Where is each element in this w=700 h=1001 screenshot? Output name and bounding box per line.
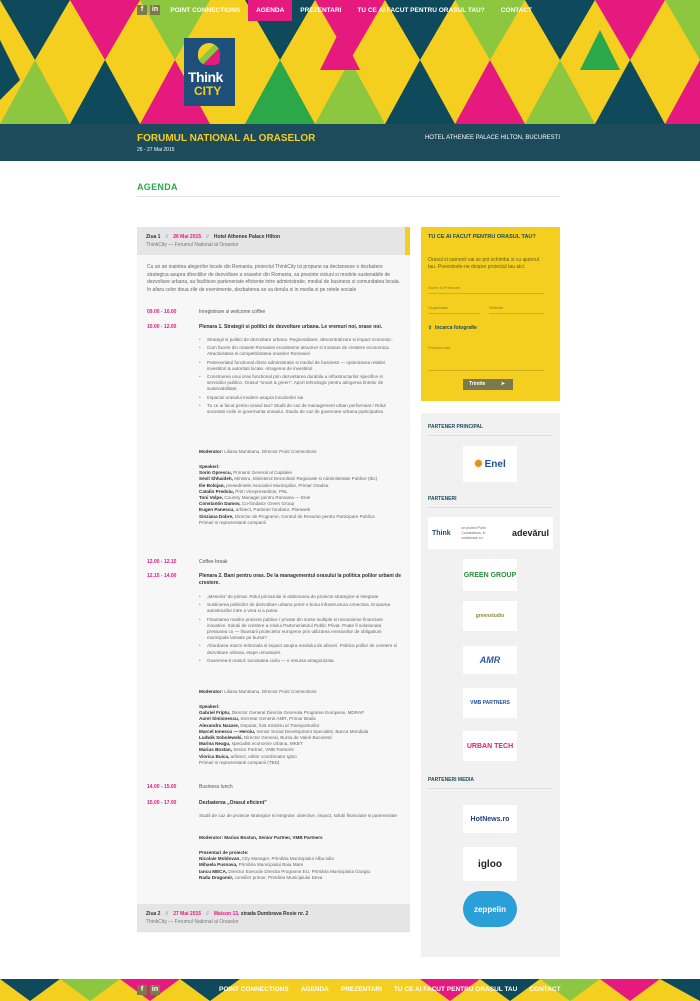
project-form [421,227,560,401]
list-item: • Abordarea macro teritoriala si impact asupra mediului de afaceri. Politica polilor de crestere si dezvoltare urbana, etape urmatoare. [199,643,399,655]
speaker-name: Constantin Damov, [199,501,241,507]
agenda-title: Inregistrare si welcome coffee [199,309,266,315]
upload-photo-button[interactable] [428,325,477,331]
moderator-label: Moderator: [199,449,223,454]
thinkcity-adevarul-logo[interactable] [428,517,553,549]
speaker-name: Catalin Predoiu, [199,488,234,494]
list-item: • Cum facem din orasele Romaniei ecosisteme atractive si motoare de crestere economica. Atractivitatea si competitivitatea oraselor Romaniei [199,345,399,357]
speaker-name: Viorica Buica, [199,753,230,759]
speaker-role: Senior Partner, VMB Partners [233,747,294,753]
list-item: • Guvernea-ti orasul: societatea civila — o resursa antagonizata [199,658,399,664]
speaker-role: Senior Social Development Specialist, Banca Mondiala [256,728,369,734]
speakers-label: Speakeri: [199,704,220,709]
speaker-name: Marina Neagu, [199,741,231,747]
vmb-partners-logo[interactable]: VMB PARTNERS [463,688,517,718]
speaker-name: Sinziana Dobre, [199,513,234,519]
facebook-icon[interactable]: f [137,5,147,15]
day-label: Ziua 1 [146,234,161,240]
day-venue: Hotel Athenee Palace Hilton [213,234,281,240]
dezbatere-desc: Studii de caz de proiecte strategice si integrate: obiective, impact, solutii financiare si parteneriate [199,813,397,818]
moderator-name: Liliana Munteanu, Director Point Connections [224,689,317,694]
separator: // [165,911,169,917]
separator: // [165,234,169,240]
agenda-time: 15.00 - 17.00 [147,800,177,806]
submit-button[interactable] [463,379,513,390]
moderator-label: Moderator: [199,689,223,694]
speaker-role: arhitect, Partener fondator, Planwerk [235,507,311,513]
day-date: 27 Mai 2015 [173,911,202,917]
thinkcity-logo[interactable] [184,38,235,106]
head-icon [198,43,220,65]
speaker-name: Mihaela Pusnava, [199,862,238,868]
form-text: Orasul si oamenii sai se pot schimba si cu ajutorul tau. Povesteste-ne despre proiectul tau aici. [428,257,539,270]
enel-logo[interactable] [463,446,517,482]
separator: // [206,911,209,917]
speaker-name: Marius Bostan, [199,747,232,753]
day2-header[interactable] [137,904,410,932]
form-heading: TU CE AI FACUT PENTRU ORASUL TAU? [428,234,536,240]
day-label: Ziua 2 [146,911,161,917]
send-icon: ➤ [500,381,505,387]
agenda-panel [137,227,410,933]
speaker-name: Iancu MECA, [199,868,228,874]
nav-contact[interactable]: CONTACT [500,7,532,14]
footer-nav-contact[interactable]: CONTACT [529,986,561,993]
event-title-bar [0,124,700,161]
partners-panel [421,413,560,957]
upload-label: Incarca fotografie [434,325,477,331]
agenda-time: 10.00 - 12.00 [147,324,177,330]
divider [137,196,560,197]
speaker-role: Primarul General al Capitalei [233,470,292,476]
nav-point-connections[interactable]: POINT CONNECTIONS [170,7,241,14]
nav-prezentari[interactable]: PREZENTARI [300,7,342,14]
nav-agenda[interactable]: AGENDA [248,0,292,21]
day-address: strada Dumbrava Rosie nr. 2 [240,911,309,917]
list-item: • Sustinerea politicilor de dezvoltare urbana printr-o buna infrastructura conectiva. Eroparea autostrazilor intre a vrea si a putea [199,602,399,614]
partner-principal-heading: PARTENER PRINCIPAL [428,424,484,430]
agenda-title: Plenara 2. Bani pentru oras. De la managementul orasului la politica polilor urbani de crestere. [199,573,401,586]
nav-tu-ce-ai-facut[interactable]: TU CE AI FACUT PENTRU ORASUL TAU? [357,7,485,14]
footer [0,979,700,1001]
plenara2-bullets [199,594,399,664]
event-date: 26 - 27 Mai 2015 [137,147,175,153]
list-item: • Tu ce ai facut pentru orasul tau? Studii de caz de management urban performant / Rolul societatii civile in guvernanta orasului. Studiu de caz de guvernare urbana participativa [199,403,399,415]
list-item: • Construirea unui oras functional prin dezvoltarea durabila a infrastructurilor specifice si serviciilor publice. Orasul "smart & green". Aport tehnologic pentru atingerea tintelor de sustenabilitate. [199,374,399,393]
partner-note: un proiect Point Connections, in colaborare cu [461,525,486,540]
organization-input[interactable]: Organizatie [428,305,480,314]
day-subtitle: ThinkCity — Forumul National al Oraselor [146,919,239,925]
main-menu [162,0,540,21]
footer-nav-point-connections[interactable]: POINT CONNECTIONS [219,986,289,993]
media-partners-heading: PARTENERI MEDIA [428,777,475,783]
zeppelin-logo[interactable]: zeppelin [463,891,517,927]
enel-sun-icon: ✺ [474,458,483,470]
agenda-time: 12.00 - 12.15 [147,559,177,565]
footer-nav-agenda[interactable]: AGENDA [300,986,329,993]
plenara2-speakers [199,704,399,766]
agenda-title: Coffee break [199,559,228,565]
footer-menu [213,979,567,1001]
footer-nav-tu-ce-ai-facut[interactable]: TU CE AI FACUT PENTRU ORASUL TAU [393,986,518,993]
enel-name: Enel [484,458,506,470]
intro-text: Cu un an inaintea alegerilor locale din Romania, proiectul ThinkCity isi propune sa declanseze o dezbatere strategica asupra directiilor de dezvoltare a oraselor din Romania, sa prezinte viziuni si modele sustenabile de dezvoltare urbana, sa faciliteze parteneriate eficiente intre administratie, mediul de business si comunitatea locala. In afara celor doua zile de evenimente, dezbaterea se va derula si in media si pe retele sociale [147,264,400,293]
hotnews-logo[interactable]: HotNews.ro [463,805,517,833]
event-location: HOTEL ATHENEE PALACE HILTON, BUCURESTI [424,135,560,141]
plenara1-speakers [199,464,399,526]
dezbatere-presentations [199,850,399,881]
speaker-role: Primari si reprezentanti companii (TBD) [199,759,280,765]
speaker-role: specialist economie urbana, MKBT [231,741,303,747]
divider [428,788,553,789]
speaker-name: Aurel Simionescu, [199,716,240,722]
speakers-label: Speakeri: [199,464,220,469]
moderator-name: Liliana Munteanu, Director Point Connections [224,449,317,454]
speaker-name: Marcel Ionescu — Heroiu, [199,728,256,734]
day-date: 26 Mai 2015 [173,234,202,240]
speaker-role: Director General, Bursa de Valori Bucuresti [243,735,332,741]
agenda-time: 14.00 - 15.00 [147,784,177,790]
speaker-role: presedintele Asociatiei Municipiilor, Primar Oradea [226,482,329,488]
list-item: • „Meseria” de primar. Rolul primarului in elaborarea de proiecte strategice si integrate [199,594,399,600]
logo-think: Think [188,69,223,85]
speaker-role: Secretar General AMR, Primar Braila [240,716,316,722]
speaker-name: Ilie Bolojan, [199,482,225,488]
divider [428,435,553,436]
day1-header [137,227,410,255]
project-textarea[interactable]: Proiectul tau [428,345,544,371]
agenda-title: Dezbaterea „Orasul eficient” [199,800,267,806]
speaker-name: Ludwik Sobolewski, [199,735,243,741]
partners-heading: PARTENERI [428,496,457,502]
agenda-time: 09.00 - 10.00 [147,309,177,315]
website-input[interactable]: Website [489,305,544,314]
submit-label: Trimite [469,381,486,387]
speaker-role: Director Executiv Directia Programe EU, Primăria Municipiului Giurgiu [228,868,371,874]
speaker-name: Radu Dragomir, [199,874,234,880]
dezbatere-moderator: Moderator: Marius Bostan, Senior Partner, VMB Partners [199,835,323,840]
facebook-icon[interactable]: f [137,985,147,995]
plenara1-bullets [199,337,399,415]
speaker-role: Primăria Municipiului Baia Mare [238,862,304,868]
agenda-title: Plenara 1. Strategii si politici de dezvoltare urbana. Le vremuri noi, orase noi. [199,324,383,330]
speaker-role: arhitect, editor coordonator Igloo [230,753,297,759]
presentations-label: Prezentari de proiecte: [199,850,249,855]
greenstudio-logo[interactable]: greenstudio [463,601,517,631]
list-item: • Parteneriatul functional dintre administratie si mediul de business — optimizarea relatiei investitori & autoritati locale. Atragerea de investitori [199,360,399,372]
day-venue: Maison 13, [213,911,240,917]
adevarul-name: adevărul [511,528,549,538]
hero-banner [0,0,700,124]
list-item: • Strategii si politici de dezvoltare urbana. Regionalizare, descentralizare si impact economic. [199,337,399,343]
speaker-role: Co-fondator Green Group [241,501,295,507]
agenda-time: 12.15 - 14.00 [147,573,177,579]
agenda-title: Business lunch [199,784,233,790]
page-title: AGENDA [137,182,178,192]
speaker-role: Country Manager pentru Romania — Enel [224,495,311,501]
footer-nav-prezentari[interactable]: PREZENTARI [340,986,382,993]
speaker-name: Eugen Panescu, [199,507,235,513]
speaker-name: Nicolaie Moldovan, [199,856,241,862]
speaker-role: Director de Programe, Centrul de Resurse pentru Participare Publica [234,513,375,519]
speaker-name: Gabriel Friptu, [199,710,231,716]
list-item: • Impactul orasului modern asupra locuitorilor sai [199,395,399,401]
speaker-name: Toni Volpe, [199,495,224,501]
linkedin-icon[interactable]: in [151,986,159,993]
speaker-role: Ministru, Ministerul Dezvoltarii Regionale si Administratiei Publice (tbc) [234,476,378,482]
amr-logo[interactable]: AMR [463,646,517,674]
speaker-role: City Manager, Primăria Municipiului Alba Iulia [241,856,334,862]
urban-tech-logo[interactable]: URBAN TECH [463,731,517,761]
speaker-role: consilier primar, Primăria Municipiului Deva [234,874,323,880]
upload-icon: ⇪ [428,325,433,331]
igloo-logo[interactable]: igloo [463,847,517,881]
speaker-role: Deputat, fost ministru al Transporturilor [240,722,320,728]
speaker-name: Sevil Shhaideh, [199,476,233,482]
speaker-role: Primari si reprezentanti companii [199,519,266,525]
separator: // [206,234,209,240]
speaker-name: Alexandru Nazare, [199,722,240,728]
linkedin-icon[interactable]: in [151,6,159,13]
thinkcity-mini-logo: Think [432,529,451,537]
logo-city: CITY [194,84,222,98]
list-item: • Finantarea marilor proiecte publice / private din surse multiple si mecanisme financiare inovative. Solutii de crestere a rolului Parteneriatului Public Privat. Poate fi solutionata presiunea co — finantarii proiectelor europene prin utilizarea emisiunilor de obligatiuni municipale lansate pe bursa? [199,617,399,642]
plenara2-moderator [199,689,399,695]
speaker-name: Sorin Oprescu, [199,470,232,476]
plenara1-moderator [199,449,399,455]
top-nav [0,0,700,21]
speaker-role: Director General Directia Generala Programe Europene, MDRAP [231,710,365,716]
event-title: FORUMUL NATIONAL AL ORASELOR [137,133,316,144]
day-subtitle: ThinkCity — Forumul National al Oraselor [146,242,239,248]
green-group-logo[interactable]: GREEN GROUP [463,559,517,591]
divider [428,507,553,508]
name-input[interactable]: Nume si Prenume [428,285,544,294]
speaker-role: Prim Vicepresedinte, PNL [235,488,288,494]
